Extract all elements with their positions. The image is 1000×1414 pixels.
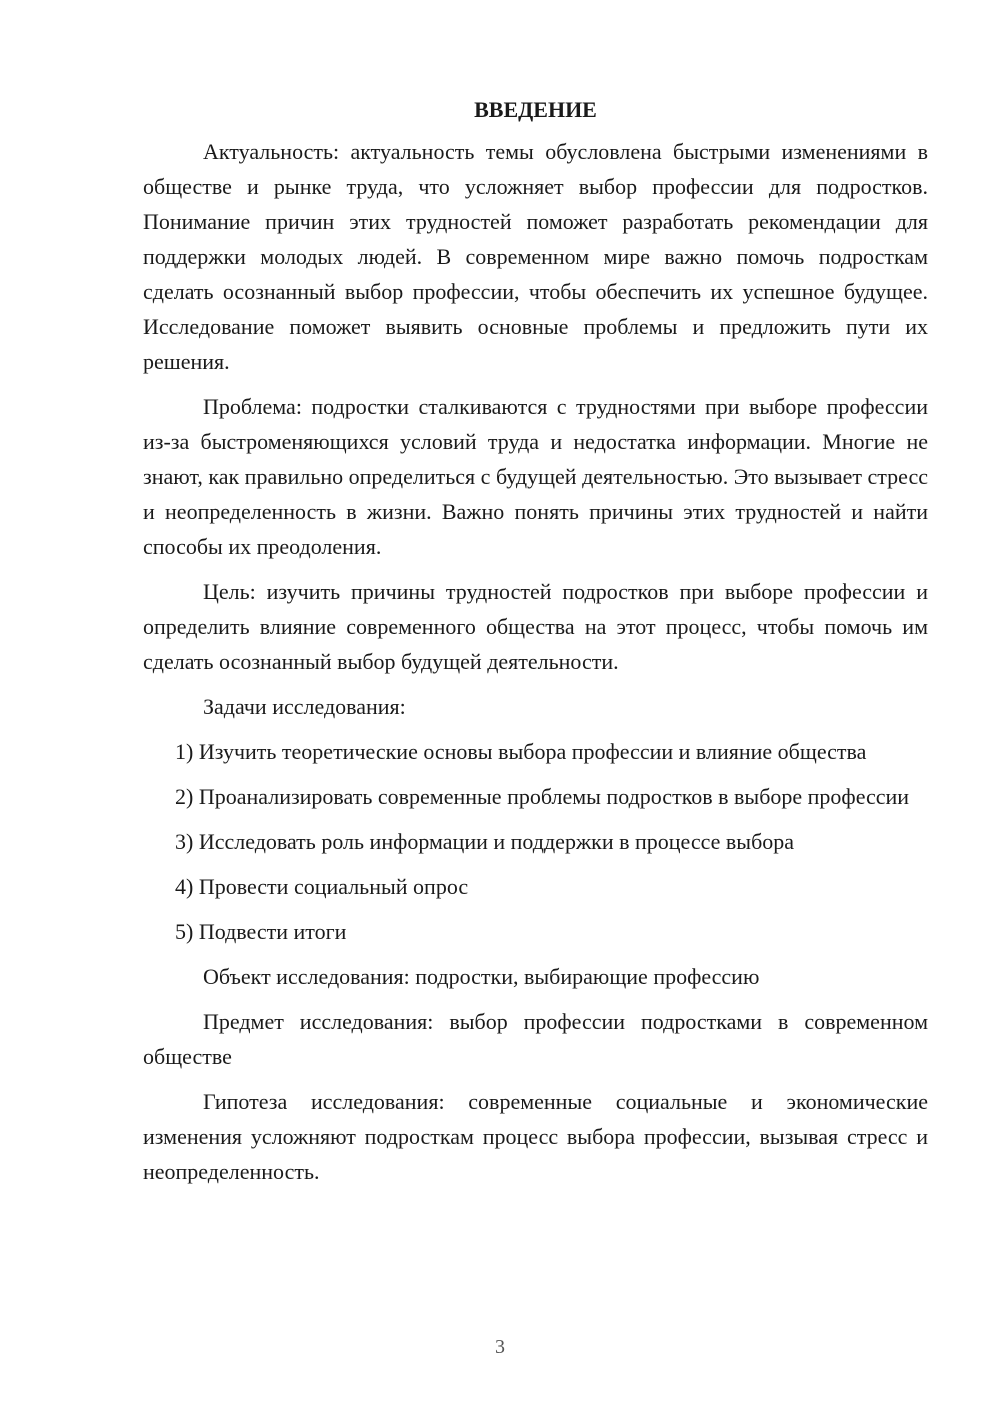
paragraph-goal: Цель: изучить причины трудностей подростков при выборе профессии и определить влияние современного общества на этот процесс, чтобы помочь им сделать осознанный выбор будущей деятельности. <box>143 579 928 674</box>
task-item-2: 2) Проанализировать современные проблемы подростков в выборе профессии <box>175 784 910 809</box>
page-title: ВВЕДЕНИЕ <box>474 97 597 122</box>
paragraph-subject: Предмет исследования: выбор профессии подростками в современном обществе <box>143 1009 928 1069</box>
task-item-1: 1) Изучить теоретические основы выбора профессии и влияние общества <box>175 739 867 764</box>
paragraph-object: Объект исследования: подростки, выбирающие профессию <box>203 964 760 989</box>
paragraph-relevance: Актуальность: актуальность темы обусловлена быстрыми изменениями в обществе и рынке труда, что усложняет выбор профессии для подростков. Понимание причин этих трудностей поможет разработать рекомендации для поддержки молодых людей. В современном мире важно помочь подросткам сделать осознанный выбор профессии, чтобы обеспечить их успешное будущее. Исследование поможет выявить основные проблемы и предложить пути их решения. <box>143 139 928 374</box>
paragraph-problem: Проблема: подростки сталкиваются с трудностями при выборе профессии из-за быстроменяющихся условий труда и недостатка информации. Многие не знают, как правильно определиться с будущей деятельностью. Это вызывает стресс и неопределенность в жизни. Важно понять причины этих трудностей и найти способы их преодоления. <box>143 394 928 559</box>
task-item-5: 5) Подвести итоги <box>175 919 347 944</box>
paragraph-hypothesis: Гипотеза исследования: современные социальные и экономические изменения усложняют подросткам процесс выбора профессии, вызывая стресс и неопределенность. <box>143 1089 928 1184</box>
page-number: 3 <box>495 1336 505 1358</box>
task-item-4: 4) Провести социальный опрос <box>175 874 469 899</box>
task-item-3: 3) Исследовать роль информации и поддержки в процессе выбора <box>175 829 795 854</box>
tasks-heading: Задачи исследования: <box>203 694 406 719</box>
document-body <box>143 92 928 1199</box>
